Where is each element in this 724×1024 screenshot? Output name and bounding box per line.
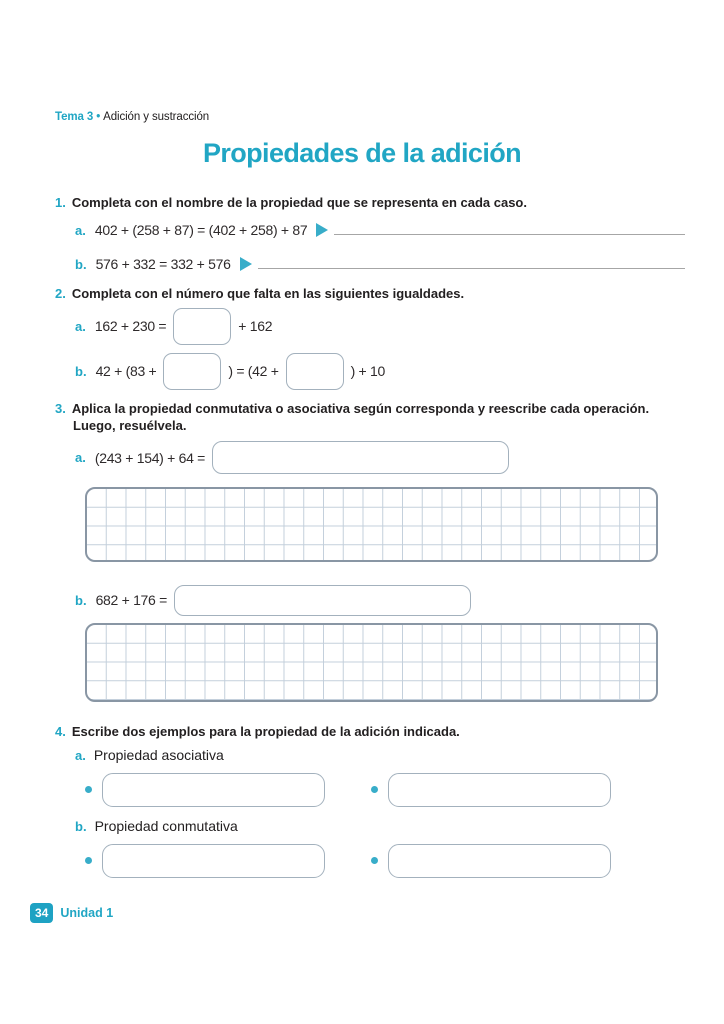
example-answer-box[interactable] (388, 844, 611, 878)
item-a-label: a. (75, 318, 86, 334)
equation-before-box1: 42 + (83 + (95, 363, 157, 379)
item-a-label: a. (75, 222, 86, 238)
page-title: Propiedades de la adición (202, 138, 522, 168)
exercise-4b-answer-row (85, 843, 658, 878)
item-a-expression: (243 + 154) + 64 = (94, 449, 206, 466)
example-answer-box[interactable] (388, 773, 611, 807)
grid-work-area-a[interactable] (85, 487, 658, 562)
example-answer-box[interactable] (102, 844, 325, 878)
exercise-3-prompt-line1: Aplica la propiedad conmutativa o asociativa según corresponda y reescribe cada operación. (71, 401, 650, 416)
exercise-1-prompt: Completa con el nombre de la propiedad que se representa en cada caso. (71, 195, 527, 210)
exercise-4-number: 4. (55, 724, 66, 739)
answer-line[interactable] (334, 233, 685, 235)
answer-box[interactable] (173, 308, 231, 345)
topic-separator-dot: • (96, 111, 101, 123)
exercise-3-item-a (75, 441, 509, 474)
equation-after-box: + 162 (238, 318, 273, 334)
equation-between-boxes: ) = (42 + (228, 363, 279, 379)
exercise-3-number: 3. (55, 401, 66, 416)
item-b-equation: 576 + 332 = 332 + 576 (95, 256, 231, 272)
bullet-icon (371, 857, 378, 864)
exercise-2-number: 2. (55, 286, 66, 301)
answer-box[interactable] (286, 353, 344, 390)
item-b-label: b. (75, 818, 87, 834)
rewrite-answer-box[interactable] (212, 441, 509, 474)
equation-before-box: 162 + 230 = (94, 318, 167, 334)
rewrite-answer-box[interactable] (174, 585, 471, 616)
page-number-badge: 34 (30, 903, 53, 923)
exercise-1-number: 1. (55, 195, 66, 210)
property-name-a: Propiedad asociativa (93, 747, 224, 763)
answer-arrow-icon (316, 223, 328, 237)
item-a-label: a. (75, 450, 86, 465)
item-b-label: b. (75, 592, 87, 608)
item-b-label: b. (75, 256, 87, 272)
page-footer (30, 903, 113, 923)
exercise-1-heading (55, 194, 527, 211)
exercise-3-item-b (75, 584, 471, 616)
unit-label: Unidad 1 (60, 906, 114, 920)
topic-header (55, 111, 209, 123)
exercise-4-item-b (75, 818, 238, 834)
item-b-label: b. (75, 363, 87, 379)
grid-work-area-b[interactable] (85, 623, 658, 702)
answer-arrow-icon (240, 257, 252, 271)
answer-box[interactable] (163, 353, 221, 390)
exercise-2-prompt: Completa con el número que falta en las siguientes igualdades. (71, 286, 465, 301)
bullet-icon (85, 857, 92, 864)
exercise-2-item-b (75, 352, 385, 390)
topic-label: Tema 3 (55, 111, 94, 123)
exercise-4-item-a (75, 747, 224, 763)
item-a-equation: 402 + (258 + 87) = (402 + 258) + 87 (94, 222, 308, 238)
exercise-4-prompt: Escribe dos ejemplos para la propiedad de la adición indicada. (71, 724, 460, 739)
exercise-2-item-a (75, 307, 272, 345)
topic-title: Adición y sustracción (103, 111, 210, 123)
bullet-icon (371, 786, 378, 793)
bullet-icon (85, 786, 92, 793)
exercise-1-item-a (75, 222, 685, 238)
answer-line[interactable] (258, 267, 685, 269)
item-a-label: a. (75, 747, 86, 763)
equation-after-box2: ) + 10 (350, 363, 385, 379)
item-b-expression: 682 + 176 = (95, 592, 167, 608)
property-name-b: Propiedad conmutativa (94, 818, 238, 834)
exercise-4-heading (55, 723, 460, 740)
exercise-4a-answer-row (85, 772, 658, 807)
exercise-2-heading (55, 285, 464, 302)
exercise-1-item-b (75, 256, 685, 272)
example-answer-box[interactable] (102, 773, 325, 807)
exercise-3-heading (55, 400, 680, 434)
exercise-3-prompt-line2: Luego, resuélvela. (73, 418, 187, 433)
